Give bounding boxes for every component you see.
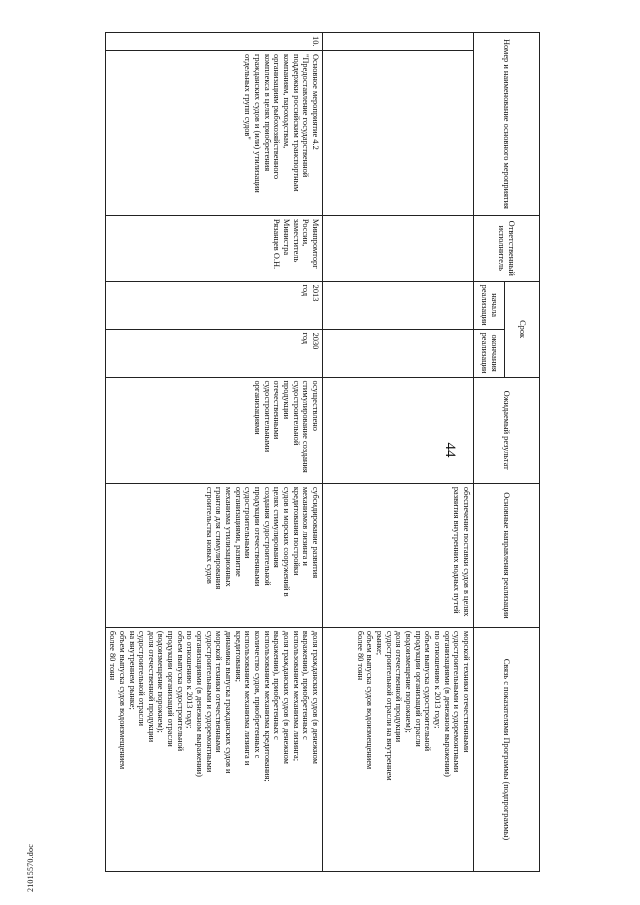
header-directions: Основные направления реализации (474, 483, 540, 627)
cell-link: морской техники отечественными судостроительными и судоремонтными организациями (в денежном выражении) по отношению к 2013 году; объем выпуска судостроительной продукции организаций отрасли (водоизмещение порожнем); доля отечественной продукции судостроительной отрасли на внутреннем рынке; объем выпуска судов водоизмещением более 80 тонн (323, 627, 474, 871)
cell-directions: субсидирование развития механизмов лизинга и кредитования постройки судов и морских сооружений в целях стимулирования создания судостроительной продукции отечественными судостроительными организациями, развитие механизма утилизационных грантов для стимулирования строительства новых судов (105, 483, 322, 627)
header-term: Срок (505, 281, 540, 377)
cell-directions: обеспечение поставки судов в целях развития внутренних водных путей (323, 483, 474, 627)
cell-responsible: Минпромторг России, заместитель Министра Рязанцев О.Н. (105, 215, 322, 281)
cell-result: осуществлено стимулирование создания судостроительной продукции отечественными судостроительными организациями (105, 377, 322, 483)
table-row (105, 33, 322, 872)
table-row-continuation (323, 33, 474, 872)
header-start: начала реализации (474, 281, 505, 329)
cell-empty (323, 329, 474, 377)
cell-empty (323, 50, 474, 215)
program-activities-table (105, 32, 540, 872)
header-end: окончания реализации (474, 329, 505, 377)
cell-num: 10. (105, 33, 322, 51)
rotated-table-container (100, 32, 540, 872)
table-header-row (505, 33, 540, 872)
cell-end: 2030 год (105, 329, 322, 377)
cell-empty (323, 377, 474, 483)
page-number: 44 (442, 442, 458, 458)
cell-start: 2013 год (105, 281, 322, 329)
header-responsible: Ответственный исполнитель (474, 215, 540, 281)
header-result: Ожидаемый результат (474, 377, 540, 483)
document-filename: 21015570.doc (26, 844, 35, 892)
cell-empty (323, 33, 474, 51)
header-link: Связь с показателями Программы (подпрограммы) (474, 627, 540, 871)
cell-link: доля гражданских судов (в денежном выражении), приобретенных с использованием механизма лизинга; доля гражданских судов (в денежном выражении), приобретенных с использованием механизма кредитования; количество судов, приобретенных с использованием механизма лизинга и кредитования; динамика выпуска гражданских судов и морской техники отечественными судостроительными и судоремонтными организациями (в денежном выражении) по отношению к 2013 году; объем выпуска судостроительной продукции организаций отрасли (водоизмещение порожнем); доля отечественной продукции судостроительной отрасли на внутреннем рынке; объем выпуска судов водоизмещением более 80 тонн (105, 627, 322, 871)
cell-empty (323, 215, 474, 281)
header-num-name: Номер и наименование основного мероприятия (474, 33, 540, 216)
cell-name: Основное мероприятие 4.2 "Предоставление государственной поддержки российским транспортным компаниям, пароходствам, организациям рыбохозяйственного комплекса в целях приобретения гражданских судов и (или) утилизации отдельных групп судов" (105, 50, 322, 215)
cell-empty (323, 281, 474, 329)
